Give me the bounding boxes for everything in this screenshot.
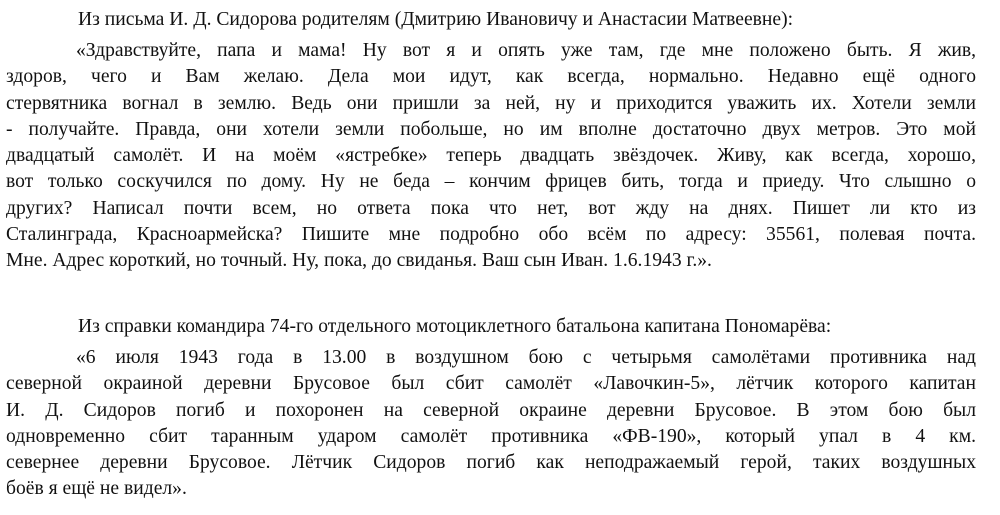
report-line-4: одновременно сбит таранным ударом самолёт противника «ФВ-190», который упал в 4 км. (6, 425, 976, 447)
report-line-5: севернее деревни Брусовое. Лётчик Сидоров погиб как неподражаемый герой, таких воздушных (6, 452, 976, 474)
letter-line-6: вот только соскучился по дому. Ну не беда – кончим фрицев бить, тогда и приеду. Что слышно о (6, 171, 976, 193)
report-heading: Из справки командира 74-го отдельного мотоциклетного батальона капитана Пономарёва: (78, 316, 832, 337)
report-line-6: боёв я ещё не видел». (6, 478, 187, 500)
letter-quote (6, 38, 976, 275)
letter-line-9: Мне. Адрес короткий, но точный. Ну, пока, до свиданья. Ваш сын Иван. 1.6.1943 г.». (6, 250, 712, 272)
letter-heading: Из письма И. Д. Сидорова родителям (Дмитрию Ивановичу и Анастасии Матвеевне): (78, 9, 794, 30)
letter-line-1: «Здравствуйте, папа и мама! Ну вот я и опять уже там, где мне положено быть. Я жив, (76, 40, 976, 61)
letter-line-7: других? Написал почти всем, но ответа пока что нет, вот жду на днях. Пишет ли кто из (6, 197, 976, 219)
report-line-1: «6 июля 1943 года в 13.00 в воздушном бою с четырьмя самолётами противника над (76, 347, 976, 368)
report-quote (6, 345, 976, 503)
report-line-3: И. Д. Сидоров погиб и похоронен на северной окраине деревни Брусовое. В этом бою был (6, 399, 976, 421)
letter-line-4: - получайте. Правда, они хотели земли побольше, но им вполне достаточно двух метров. Это мой (6, 118, 976, 140)
letter-line-2: здоров, чего и Вам желаю. Дела мои идут, как всегда, нормально. Недавно ещё одного (6, 66, 976, 88)
letter-line-5: двадцатый самолёт. И на моём «ястребке» теперь двадцать звёздочек. Живу, как всегда, хорошо, (6, 145, 976, 167)
letter-line-8: Сталинграда, Красноармейска? Пишите мне подробно обо всём по адресу: 35561, полевая почта. (6, 224, 976, 246)
report-line-2: северной окраиной деревни Брусовое был сбит самолёт «Лавочкин-5», лётчик которого капитан (6, 373, 976, 395)
letter-line-3: стервятника вогнал в землю. Ведь они пришли за ней, ну и приходится уважить их. Хотели земли (6, 92, 976, 114)
